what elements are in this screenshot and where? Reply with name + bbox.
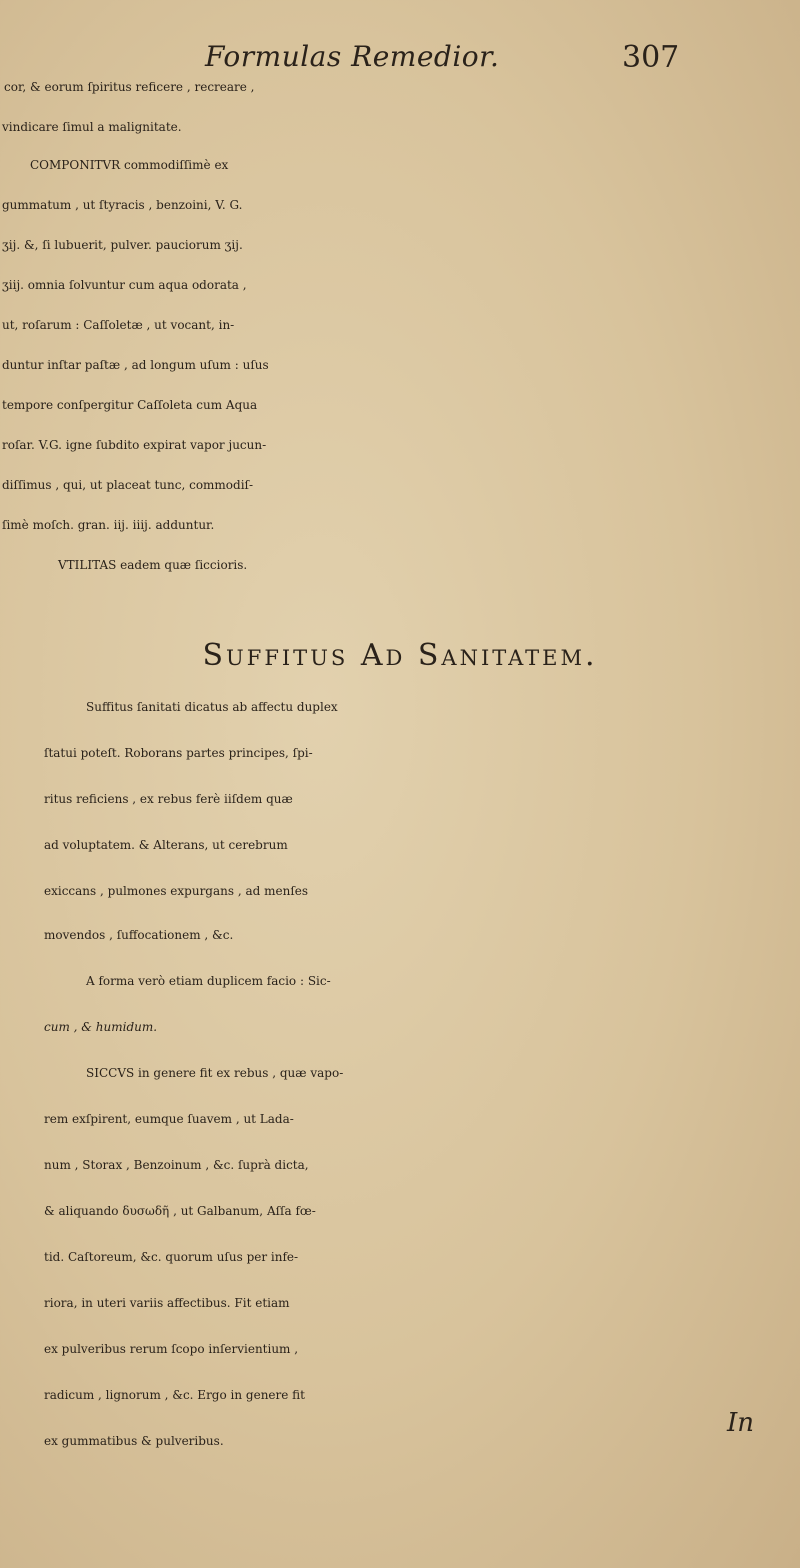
text-line: radicum , lignorum , &c. Ergo in genere fit: [44, 1388, 305, 1402]
text-line: A forma verò etiam duplicem facio : Sic-: [86, 974, 331, 988]
text-line: diſſimus , qui, ut placeat tunc, commodiſ-: [2, 478, 254, 492]
text-line: SICCVS in genere fit ex rebus , quæ vapo-: [86, 1066, 344, 1080]
page-header: [0, 30, 800, 80]
text-line: ʒij. &, ſi lubuerit, pulver. pauciorum ʒij.: [2, 238, 243, 252]
text-line: riora, in uteri variis affectibus. Fit etiam: [44, 1296, 290, 1310]
text-line: ſimè moſch. gran. iij. iiij. adduntur.: [2, 518, 215, 532]
text-line: ad voluptatem. & Alterans, ut cerebrum: [44, 838, 288, 852]
text-line: num , Storax , Benzoinum , &c. ſuprà dicta,: [44, 1158, 309, 1172]
text-line: tempore conſpergitur Caſſoleta cum Aqua: [2, 398, 258, 412]
text-line: rem exſpirent, eumque ſuavem , ut Lada-: [44, 1112, 294, 1126]
text-line: cor, & eorum ſpiritus reficere , recreare ,: [4, 80, 255, 94]
text-line: tid. Caſtoreum, &c. quorum uſus per infe-: [44, 1250, 299, 1264]
text-line: ex gummatibus & pulveribus.: [44, 1434, 224, 1448]
text-line: vindicare ſimul a malignitate.: [2, 120, 182, 134]
text-line: ex pulveribus rerum ſcopo inſervientium ,: [44, 1342, 299, 1356]
text-line: exiccans , pulmones expurgans , ad menſes: [44, 884, 309, 898]
text-line: ut, roſarum : Caſſoletæ , ut vocant, in-: [2, 318, 235, 332]
text-line: COMPONITVR commodiſſimè ex: [30, 158, 229, 172]
text-line: duntur inſtar paſtæ , ad longum uſum : uſus: [2, 358, 269, 372]
text-line: cum , & humidum.: [44, 1020, 158, 1034]
section-heading: Suffitus Ad Sanitatem.: [202, 638, 598, 673]
catchword: In: [727, 1408, 755, 1438]
text-line: Suffitus ſanitati dicatus ab affectu duplex: [86, 700, 338, 714]
text-line: ʒiij. omnia ſolvuntur cum aqua odorata ,: [2, 278, 247, 292]
text-line: gummatum , ut ſtyracis , benzoini, V. G.: [2, 198, 243, 212]
text-line: movendos , ſuffocationem , &c.: [44, 928, 234, 942]
running-title: Formulas Remedior.: [205, 40, 500, 73]
text-line: ritus reficiens , ex rebus ferè iiſdem quæ: [44, 792, 293, 806]
text-line: roſar. V.G. igne ſubdito expirat vapor jucun-: [2, 438, 267, 452]
page-number: 307: [622, 40, 680, 75]
text-line: VTILITAS eadem quæ ſiccioris.: [58, 558, 248, 572]
text-line: ſtatui poteſt. Roborans partes principes, ſpi-: [44, 746, 313, 760]
text-line: & aliquando δυσωδῆ , ut Galbanum, Aſſa fœ-: [44, 1204, 316, 1218]
